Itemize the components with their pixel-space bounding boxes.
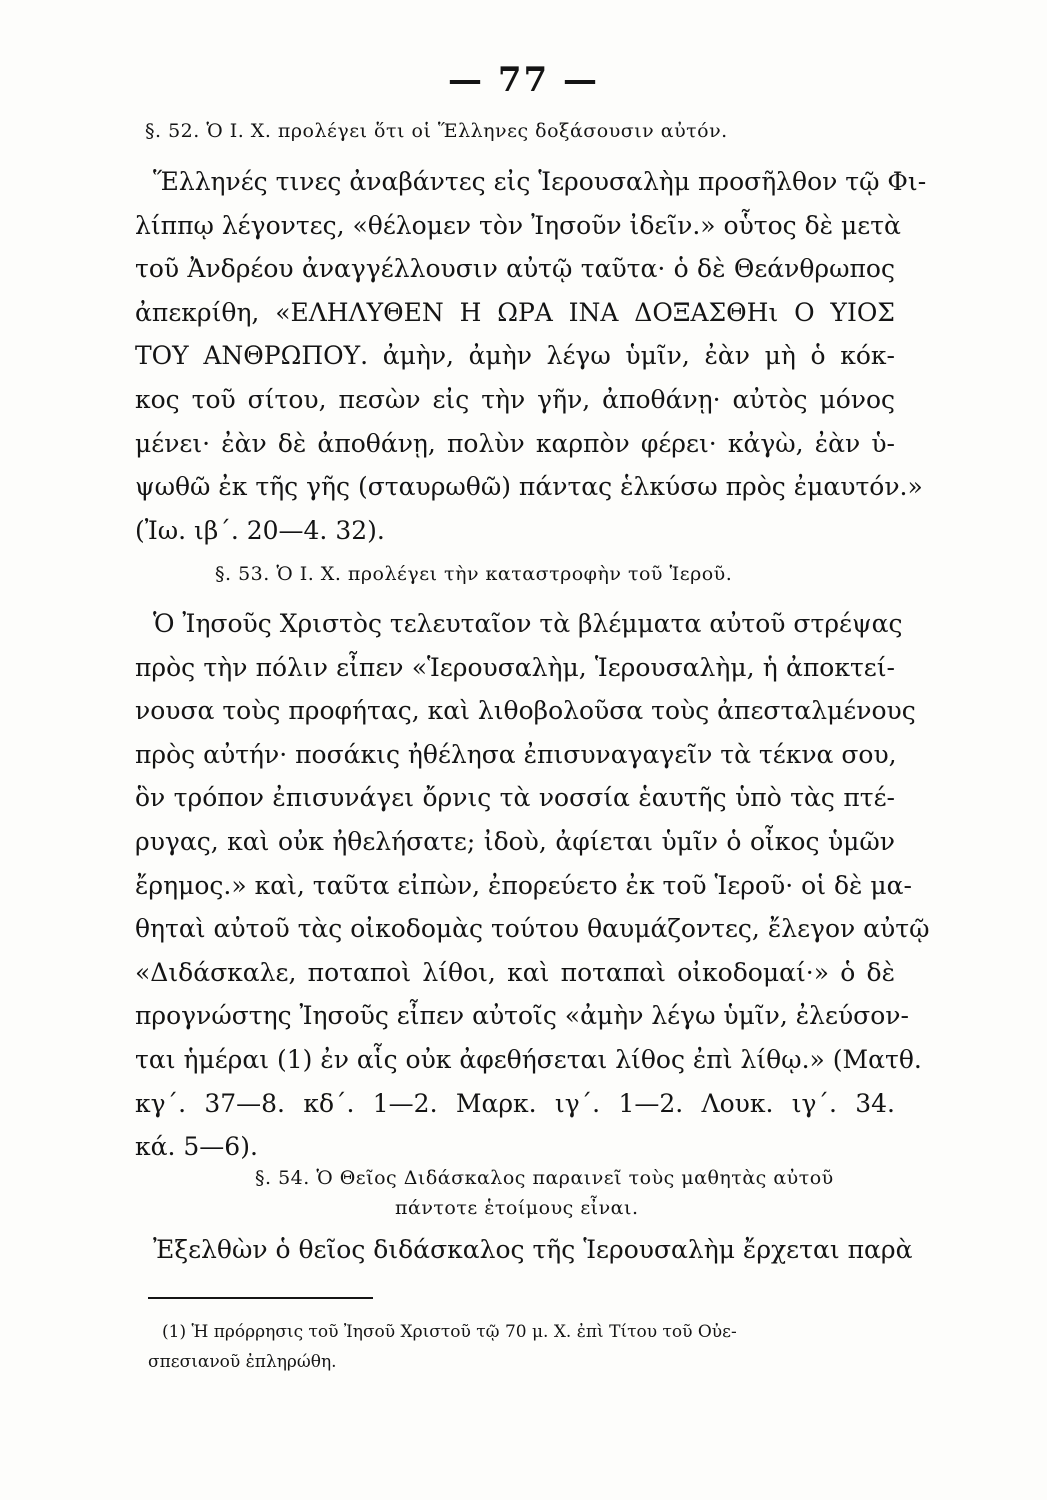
body-line: Ἐξελθὼν ὁ θεῖος διδάσκαλος τῆς Ἱερουσαλὴμ ἔρχεται παρὰ <box>153 1235 913 1264</box>
section-53-body <box>135 602 930 1169</box>
section-53 <box>135 563 895 585</box>
body-line: κος τοῦ σίτου, πεσὼν εἰς τὴν γῆν, ἀποθάνῃ· αὐτὸς μόνος <box>135 384 895 414</box>
section-52-body <box>135 160 927 552</box>
body-line: μένει· ἐὰν δὲ ἀποθάνῃ, πολὺν καρπὸν φέρει· κἀγὼ, ἐὰν ὑ- <box>135 428 895 458</box>
body-line: ψωθῶ ἐκ τῆς γῆς (σταυρωθῶ) πάντας ἑλκύσω πρὸς ἐμαυτόν.» <box>135 472 923 502</box>
section-54-body <box>135 1228 913 1272</box>
section-53-heading: §. 53. Ὁ Ι. Χ. προλέγει τὴν καταστροφὴν τοῦ Ἱεροῦ. <box>215 563 733 585</box>
footnote-line: σπεσιανοῦ ἐπληρώθη. <box>148 1352 337 1372</box>
body-line: Ἕλληνές τινες ἀναβάντες εἰς Ἱερουσαλὴμ προσῆλθον τῷ Φι- <box>153 167 927 196</box>
body-line: «Διδάσκαλε, ποταποὶ λίθοι, καὶ ποταπαὶ οἰκοδομαί·» ὁ δὲ <box>135 957 895 987</box>
body-line: ται ἡμέραι (1) ἐν αἷς οὐκ ἀφεθήσεται λίθος ἐπὶ λίθῳ.» (Ματθ. <box>135 1044 922 1074</box>
body-line: θηταὶ αὐτοῦ τὰς οἰκοδομὰς τούτου θαυμάζοντες, ἔλεγον αὐτῷ <box>135 914 930 944</box>
body-line: Ὁ Ἰησοῦς Χριστὸς τελευταῖον τὰ βλέμματα αὐτοῦ στρέψας <box>153 609 903 638</box>
body-line: πρὸς τὴν πόλιν εἶπεν «Ἱερουσαλὴμ, Ἱερουσαλὴμ, ἡ ἀποκτεί- <box>135 652 895 682</box>
body-line: νουσα τοὺς προφήτας, καὶ λιθοβολοῦσα τοὺς ἀπεσταλμένους <box>135 696 916 726</box>
body-line: κγ΄. 37—8. κδ΄. 1—2. Μαρκ. ιγ΄. 1—2. Λουκ. ιγ΄. 34. <box>135 1088 895 1118</box>
body-line: προγνώστης Ἰησοῦς εἶπεν αὐτοῖς «ἀμὴν λέγω ὑμῖν, ἐλεύσον- <box>135 1001 909 1031</box>
section-52-heading: §. 52. Ὁ Ι. Χ. προλέγει ὅτι οἱ Ἕλληνες δοξάσουσιν αὐτόν. <box>145 120 728 142</box>
footnote-divider <box>148 1297 373 1299</box>
body-line: ἔρημος.» καὶ, ταῦτα εἰπὼν, ἐπορεύετο ἐκ τοῦ Ἱεροῦ· οἱ δὲ μα- <box>135 870 912 900</box>
body-line: κά. 5—6). <box>135 1132 258 1162</box>
section-54-heading-cont: πάντοτε ἑτοίμους εἶναι. <box>395 1197 639 1219</box>
footnote <box>148 1317 893 1377</box>
body-line: λίππῳ λέγοντες, «θέλομεν τὸν Ἰησοῦν ἰδεῖν.» οὗτος δὲ μετὰ <box>135 210 901 240</box>
body-line: πρὸς αὐτήν· ποσάκις ἠθέλησα ἐπισυναγαγεῖν τὰ τέκνα σου, <box>135 739 897 769</box>
body-line: (Ἰω. ιβ΄. 20—4. 32). <box>135 515 385 545</box>
section-52 <box>135 120 895 142</box>
body-line: ἀπεκρίθη, «ΕΛΗΛΥΘΕΝ Η ΩΡΑ ΙΝΑ ΔΟΞΑΣΘΗι Ο ΥΙΟΣ <box>135 297 895 327</box>
footnote-line: (1) Ἡ πρόρρησις τοῦ Ἰησοῦ Χριστοῦ τῷ 70 μ. Χ. ἐπὶ Τίτου τοῦ Οὐε- <box>162 1322 737 1342</box>
body-line: τοῦ Ἀνδρέου ἀναγγέλλουσιν αὐτῷ ταῦτα· ὁ δὲ Θεάνθρωπος <box>135 254 895 284</box>
section-54 <box>135 1163 895 1223</box>
body-line: ὃν τρόπον ἐπισυνάγει ὄρνις τὰ νοσσία ἑαυτῆς ὑπὸ τὰς πτέ- <box>135 783 895 813</box>
page-number: — 77 — <box>448 60 599 100</box>
body-line: ΤΟΥ ΑΝΘΡΩΠΟΥ. ἀμὴν, ἀμὴν λέγω ὑμῖν, ἐὰν μὴ ὁ κόκ- <box>135 341 895 371</box>
section-54-heading: §. 54. Ὁ Θεῖος Διδάσκαλος παραινεῖ τοὺς μαθητὰς αὐτοῦ <box>255 1167 834 1189</box>
body-line: ρυγας, καὶ οὐκ ἠθελήσατε; ἰδοὺ, ἀφίεται ὑμῖν ὁ οἶκος ὑμῶν <box>135 826 895 856</box>
